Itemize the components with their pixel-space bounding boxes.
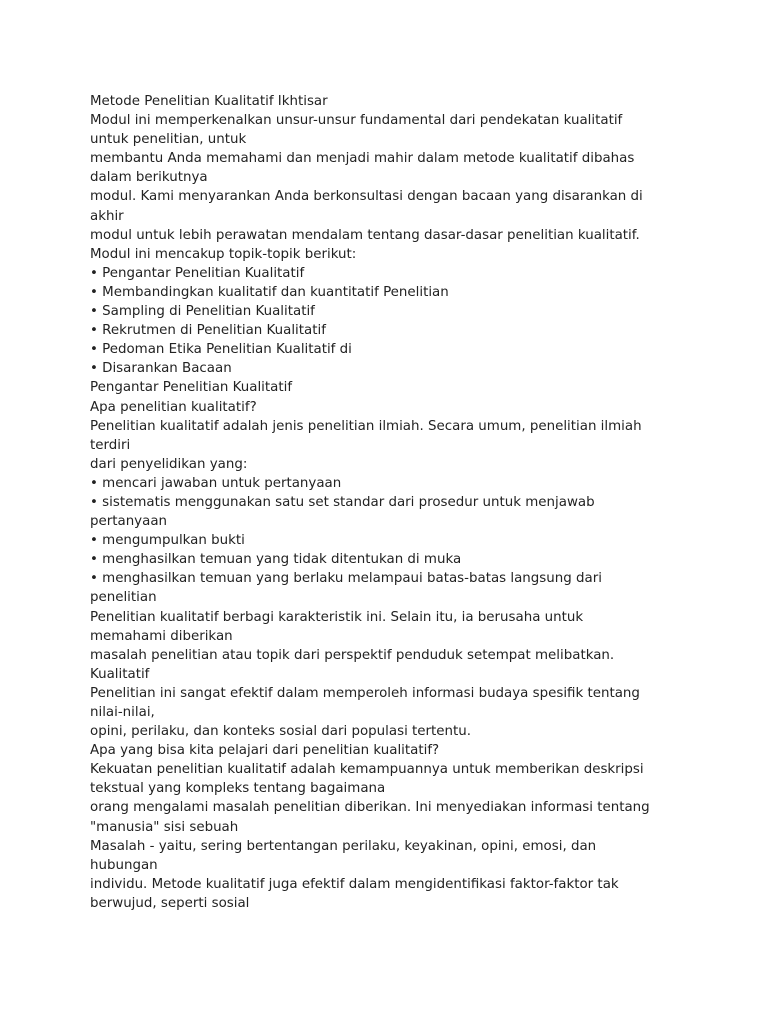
text-line: memahami diberikan: [90, 628, 233, 644]
text-line: orang mengalami masalah penelitian diberikan. Ini menyediakan informasi tentang: [90, 800, 650, 816]
text-line: • mencari jawaban untuk pertanyaan: [90, 475, 342, 491]
text-line: nilai-nilai,: [90, 705, 155, 720]
text-line: akhir: [90, 208, 124, 224]
text-line: • sistematis menggunakan satu set standar dari prosedur untuk menjawab: [90, 494, 595, 510]
text-line: Apa yang bisa kita pelajari dari penelitian kualitatif?: [90, 743, 440, 759]
text-line: • menghasilkan temuan yang tidak ditentukan di muka: [90, 552, 462, 568]
text-line: opini, perilaku, dan konteks sosial dari populasi tertentu.: [90, 724, 472, 740]
text-line: hubungan: [90, 857, 158, 873]
text-line: Pengantar Penelitian Kualitatif: [90, 380, 293, 396]
text-line: • Disarankan Bacaan: [90, 361, 232, 377]
text-line: Modul ini memperkenalkan unsur-unsur fundamental dari pendekatan kualitatif: [90, 113, 623, 129]
text-line: dari penyelidikan yang:: [90, 456, 248, 472]
text-line: Penelitian kualitatif adalah jenis penelitian ilmiah. Secara umum, penelitian ilmiah: [90, 418, 642, 434]
text-line: • Rekrutmen di Penelitian Kualitatif: [90, 323, 326, 339]
text-line: terdiri: [90, 437, 131, 453]
text-line: • Sampling di Penelitian Kualitatif: [90, 304, 315, 320]
text-line: • Membandingkan kualitatif dan kuantitatif Penelitian: [90, 284, 449, 300]
text-line: masalah penelitian atau topik dari perspektif penduduk setempat melibatkan.: [90, 647, 615, 663]
text-line: modul. Kami menyarankan Anda berkonsultasi dengan bacaan yang disarankan di: [90, 189, 643, 205]
text-line: Penelitian ini sangat efektif dalam memperoleh informasi budaya spesifik tentang: [90, 685, 640, 701]
text-line: Modul ini mencakup topik-topik berikut:: [90, 246, 357, 262]
text-line: Metode Penelitian Kualitatif Ikhtisar: [90, 94, 328, 109]
text-line: modul untuk lebih perawatan mendalam tentang dasar-dasar penelitian kualitatif.: [90, 227, 640, 243]
text-line: individu. Metode kualitatif juga efektif dalam mengidentifikasi faktor-faktor tak: [90, 876, 619, 892]
text-line: membantu Anda memahami dan menjadi mahir dalam metode kualitatif dibahas: [90, 151, 635, 167]
text-line: berwujud, seperti sosial: [90, 895, 250, 911]
text-line: tekstual yang kompleks tentang bagaimana: [90, 781, 386, 797]
text-line: dalam berikutnya: [90, 170, 208, 186]
text-line: Kekuatan penelitian kualitatif adalah kemampuannya untuk memberikan deskripsi: [90, 762, 644, 778]
document-body: [90, 92, 690, 913]
text-line: • Pengantar Penelitian Kualitatif: [90, 265, 305, 281]
text-line: Penelitian kualitatif berbagi karakteristik ini. Selain itu, ia berusaha untuk: [90, 609, 584, 625]
text-line: Apa penelitian kualitatif?: [90, 399, 257, 415]
text-line: • Pedoman Etika Penelitian Kualitatif di: [90, 342, 352, 358]
text-line: "manusia" sisi sebuah: [90, 819, 239, 835]
text-line: • menghasilkan temuan yang berlaku melampaui batas-batas langsung dari: [90, 571, 602, 587]
text-line: • mengumpulkan bukti: [90, 533, 245, 549]
text-line: untuk penelitian, untuk: [90, 132, 247, 148]
text-line: Masalah - yaitu, sering bertentangan perilaku, keyakinan, opini, emosi, dan: [90, 838, 597, 854]
text-line: penelitian: [90, 590, 157, 606]
text-line: Kualitatif: [90, 666, 150, 682]
text-line: pertanyaan: [90, 514, 168, 530]
